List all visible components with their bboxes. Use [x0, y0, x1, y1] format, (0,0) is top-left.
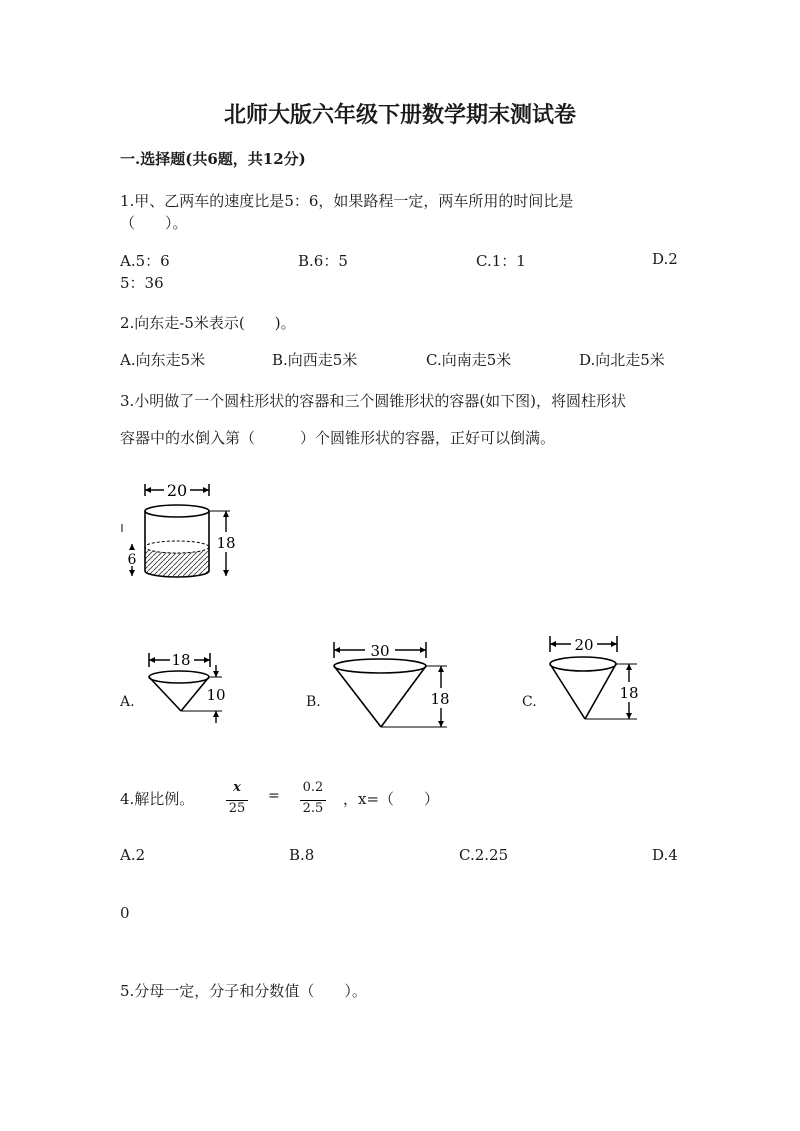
q4-option-c: C.2.25 [459, 846, 509, 864]
cone-b-label: B. [306, 694, 321, 710]
q1-option-c: C.1：1 [476, 252, 526, 270]
cone-a-width-label: 18 [171, 651, 191, 669]
question-3-line-2: 容器中的水倒入第（ ）个圆锥形状的容器，正好可以倒满。 [120, 429, 556, 447]
cone-b-height-label: 18 [430, 690, 450, 708]
question-2: 2.向东走-5米表示( )。 [120, 314, 296, 332]
cone-a-label: A. [120, 694, 135, 710]
q1-option-a: A.5：6 [120, 252, 170, 270]
water-depth-label: 6 [127, 552, 137, 568]
q4-option-d-wrap: 0 [120, 904, 130, 922]
cylinder-figure [118, 476, 248, 586]
question-1-line-1: 1.甲、乙两车的速度比是5：6，如果路程一定，两车所用的时间比是 [120, 192, 574, 210]
cone-b-width-label: 30 [370, 642, 390, 660]
cone-b-figure [325, 636, 455, 736]
question-5: 5.分母一定，分子和分数值（ ）。 [120, 982, 367, 1000]
cylinder-width-label: 20 [166, 481, 188, 500]
fraction-1-denominator: 25 [228, 801, 246, 816]
page-title: 北师大版六年级下册数学期末测试卷 [223, 102, 576, 128]
q1-option-d: D.2 [652, 250, 678, 268]
cone-c-height-label: 18 [619, 684, 639, 702]
cone-a-figure [140, 645, 240, 725]
question-3-line-1: 3.小明做了一个圆柱形状的容器和三个圆锥形状的容器(如下图)，将圆柱形状 [120, 392, 627, 410]
q2-option-b: B.向西走5米 [272, 351, 358, 369]
cone-a-height-label: 10 [206, 686, 226, 704]
q2-option-d: D.向北走5米 [579, 351, 665, 369]
q4-option-d: D.4 [652, 846, 678, 864]
q2-option-a: A.向东走5米 [120, 351, 206, 369]
section-heading: 一.选择题(共6题，共12分) [120, 150, 306, 168]
q4-option-a: A.2 [120, 846, 146, 864]
fraction-1-numerator: x [233, 780, 241, 795]
cone-c-label: C. [522, 694, 537, 710]
cone-c-width-label: 20 [574, 636, 594, 654]
question-4-suffix: ，x=（ ） [343, 790, 440, 808]
q1-option-d-wrap: 5：36 [120, 274, 164, 292]
q2-option-c: C.向南走5米 [426, 351, 512, 369]
question-1-line-2: （ ）。 [120, 214, 188, 232]
fraction-2-numerator: 0.2 [302, 780, 324, 795]
q1-option-b: B.6：5 [298, 252, 348, 270]
equals-sign: = [268, 788, 280, 804]
question-4-prefix: 4.解比例。 [120, 790, 195, 808]
cylinder-height-label: 18 [216, 534, 236, 552]
fraction-2-denominator: 2.5 [302, 801, 324, 816]
q4-option-b: B.8 [289, 846, 315, 864]
cone-c-figure [541, 628, 651, 728]
